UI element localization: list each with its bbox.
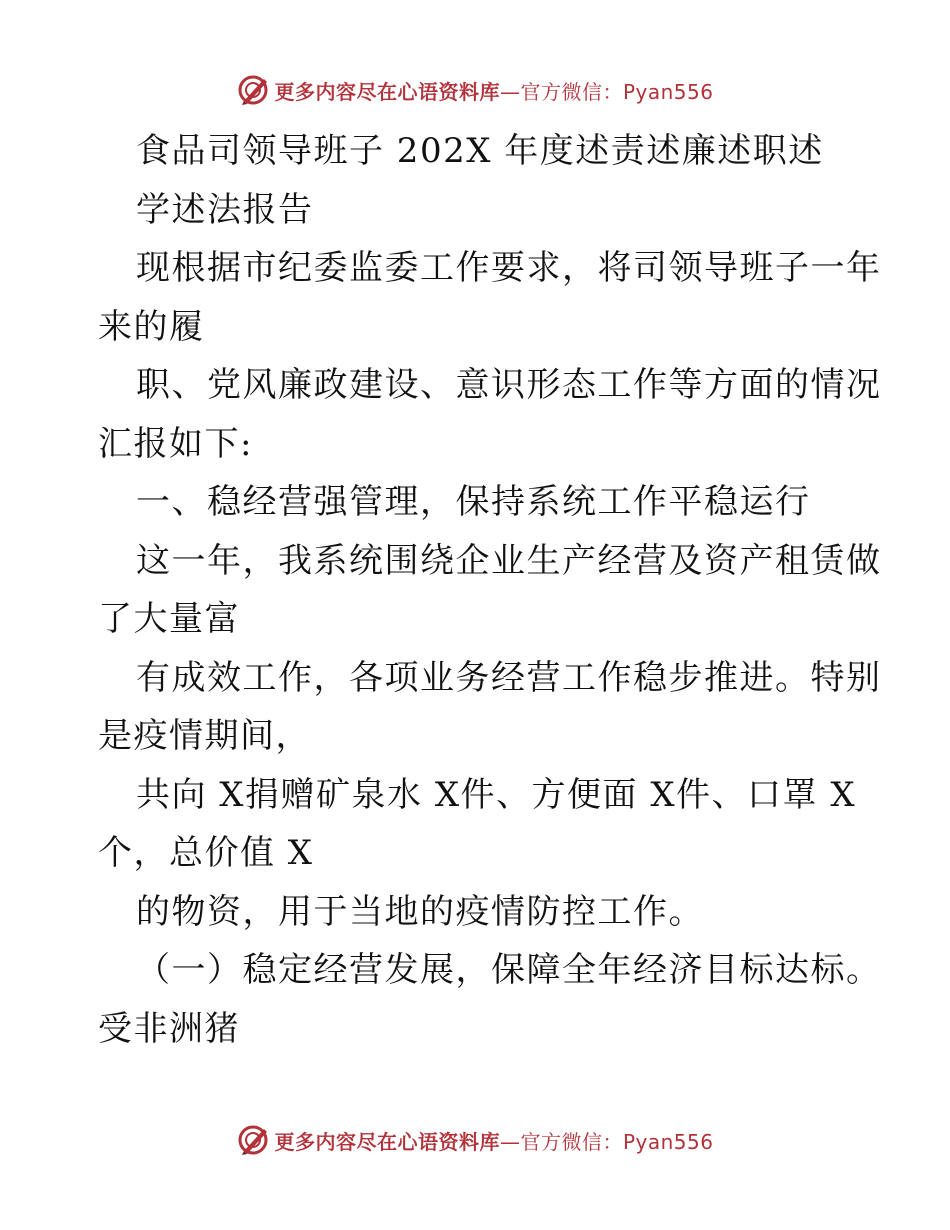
paragraph-line: 来的履 [98, 306, 205, 347]
footer-banner [0, 1120, 950, 1160]
header-banner [0, 70, 950, 110]
section-heading: 一、稳经营强管理，保持系统工作平稳运行 [136, 482, 811, 522]
title-line-2: 学述法报告 [136, 189, 314, 230]
pen-logo-icon [236, 1123, 270, 1157]
paragraph-line: 汇报如下: [98, 423, 253, 464]
footer-banner-text: 更多内容尽在心语资料库—官方微信：Pyan556 [274, 1129, 714, 1154]
paragraph-line: 了大量富 [98, 599, 240, 639]
paragraph-line: 是疫情期间， [98, 716, 311, 756]
subsection-heading: （一）稳定经营发展，保障全年经济目标达标。 [136, 950, 882, 990]
document-body [98, 122, 882, 1058]
paragraph-line: 现根据市纪委监委工作要求，将司领导班子一年 [136, 248, 882, 288]
paragraph-line: 这一年，我系统围绕企业生产经营及资产租赁做 [136, 540, 882, 581]
paragraph-line: 受非洲猪 [98, 1008, 240, 1049]
paragraph-line: 共向 X捐赠矿泉水 X件、方便面 X件、口罩 X [136, 774, 857, 815]
paragraph-line: 的物资，用于当地的疫情防控工作。 [136, 891, 704, 932]
header-banner-text: 更多内容尽在心语资料库—官方微信：Pyan556 [274, 79, 714, 104]
pen-logo-icon [236, 73, 270, 107]
paragraph-line: 个，总价值 X [98, 833, 314, 873]
paragraph-line: 职、党风廉政建设、意识形态工作等方面的情况 [136, 365, 882, 405]
paragraph-line: 有成效工作，各项业务经营工作稳步推进。特别 [136, 657, 882, 698]
title-line-1: 食品司领导班子 202X 年度述责述廉述职述 [136, 131, 824, 171]
